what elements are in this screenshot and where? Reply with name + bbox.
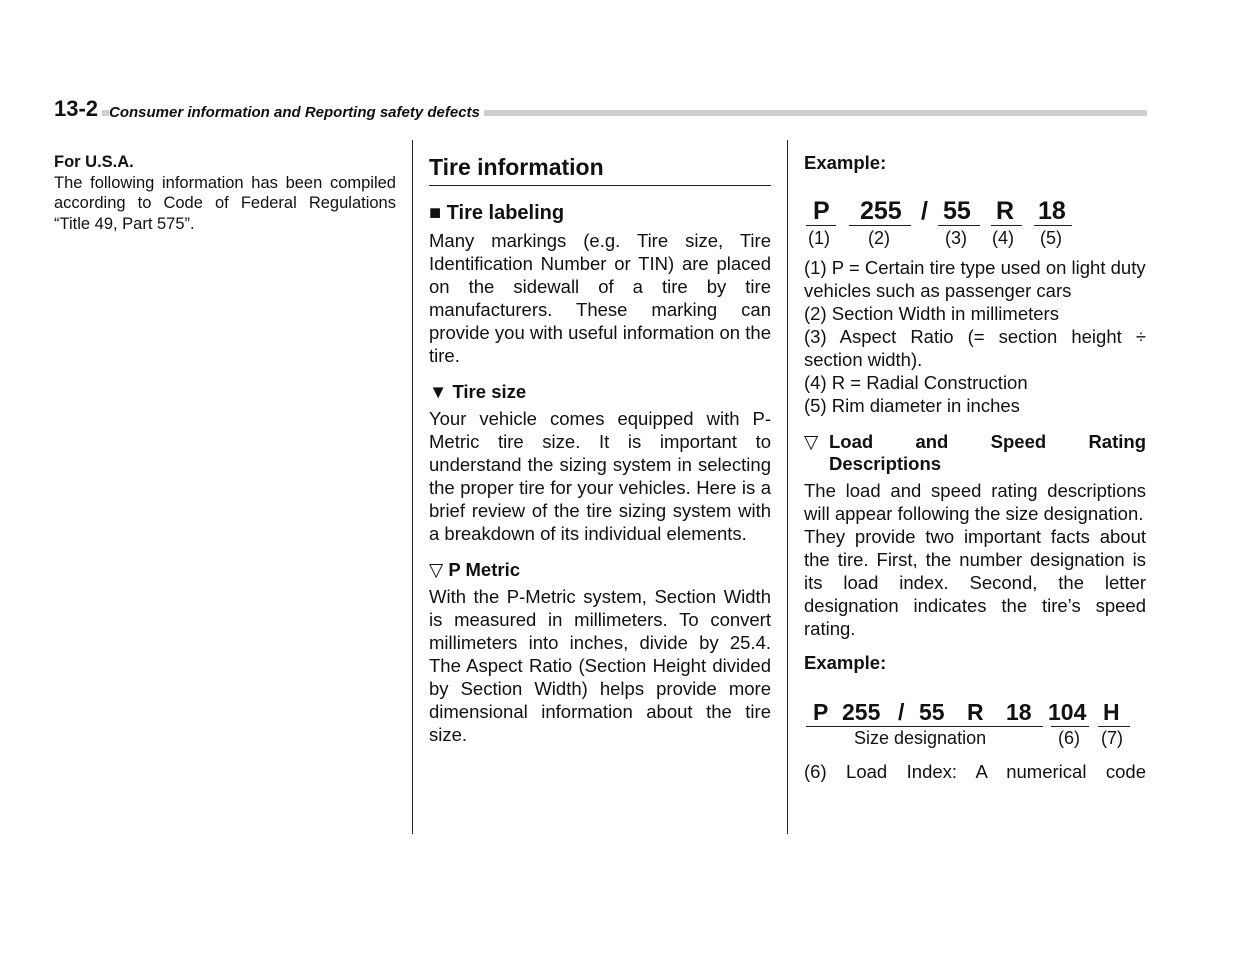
column-1: [54, 152, 396, 234]
section-title: Tire information: [429, 154, 771, 186]
tire-size-heading: [429, 381, 771, 403]
column-2: [429, 152, 771, 746]
page-header: [54, 96, 1147, 122]
underline-5: [1034, 225, 1072, 226]
tire2-part-ratio: 55: [919, 699, 945, 725]
hollow-triangle-icon: ▽: [429, 559, 444, 580]
tire-part-rim: 18: [1038, 197, 1066, 225]
tire-part-width: 255: [860, 197, 902, 225]
size-designation-label: Size designation: [854, 728, 987, 748]
load-speed-example: [804, 698, 1146, 762]
tire2-part-load-index: 104: [1048, 699, 1087, 725]
callout-3: (3): [945, 228, 967, 248]
example-label-2: Example:: [804, 652, 887, 673]
callout-7: (7): [1101, 728, 1123, 748]
tire2-part-slash: /: [898, 699, 905, 725]
tire2-part-type: P: [813, 699, 829, 725]
callout-6: (6): [1058, 728, 1080, 748]
example-label-1: Example:: [804, 152, 887, 173]
p-metric-title: P Metric: [448, 559, 521, 580]
underline-3: [938, 225, 980, 226]
tire-part-type: P: [813, 197, 830, 225]
legend-item-3: (3) Aspect Ratio (= section height ÷ section width).: [804, 326, 1146, 370]
legend-item-4: (4) R = Radial Construction: [804, 372, 1028, 393]
underline-1: [806, 225, 836, 226]
legend-item-1: (1) P = Certain tire type used on light duty vehicles such as passenger cars: [804, 257, 1146, 301]
tire-part-slash: /: [921, 197, 928, 225]
p-metric-heading: [429, 559, 771, 581]
legend-item-5: (5) Rim diameter in inches: [804, 395, 1020, 416]
p-metric-text: With the P-Metric system, Section Width is measured in millimeters. To convert millimeters into inches, divide by 25.4. The Aspect Ratio (Section Height divided by Section Width) helps provide more dimensional information about the tire size.: [429, 586, 771, 745]
usa-heading: For U.S.A.: [54, 153, 134, 171]
tire-labeling-heading: [429, 202, 771, 225]
tire-labeling-text: Many markings (e.g. Tire size, Tire Identification Number or TIN) are placed on the sidewall of a tire by tire manufacturers. These marking can provide you with useful information on the tire.: [429, 230, 771, 366]
filled-triangle-icon: ▼: [429, 381, 448, 402]
hollow-triangle-icon: ▽: [804, 431, 819, 452]
chapter-title: Consumer information and Reporting safety defects: [109, 104, 484, 122]
usa-text: The following information has been compiled according to Code of Federal Regulations “Title 49, Part 575”.: [54, 173, 396, 233]
column-3: [804, 152, 1146, 783]
load-speed-title: Load and Speed Rating Descriptions: [829, 431, 1146, 474]
column-divider-2: [787, 140, 788, 834]
tire-labeling-title: Tire labeling: [446, 202, 565, 224]
page-number: 13-2: [54, 96, 102, 122]
column-divider-1: [412, 140, 413, 834]
callout-2: (2): [868, 228, 890, 248]
load-speed-heading: [804, 431, 1146, 475]
tire2-part-width: 255: [842, 699, 881, 725]
tire2-part-rim: 18: [1006, 699, 1032, 725]
tire-size-title: Tire size: [452, 381, 527, 402]
legend-item-2: (2) Section Width in millimeters: [804, 303, 1059, 324]
tire-size-legend: [804, 256, 1146, 417]
underline-2: [849, 225, 911, 226]
underline-4: [991, 225, 1022, 226]
load-speed-text-2: They provide two important facts about the tire. First, the number designation is its load index. Second, the letter designation indicates the tire’s speed rating.: [804, 526, 1146, 639]
tire2-part-speed-rating: H: [1103, 699, 1120, 725]
load-speed-text-1: The load and speed rating descriptions will appear following the size designation.: [804, 480, 1146, 524]
callout-5: (5): [1040, 228, 1062, 248]
tire-part-ratio: 55: [943, 197, 971, 225]
callout-4: (4): [992, 228, 1014, 248]
callout-1: (1): [808, 228, 830, 248]
legend-item-6: (6) Load Index: A numerical code: [804, 761, 1146, 782]
tire-size-example: [804, 196, 1146, 260]
tire-part-construction: R: [996, 197, 1015, 225]
tire-size-text: Your vehicle comes equipped with P-Metric tire size. It is important to understand the sizing system in selecting the proper tire for your vehicles. Here is a brief review of the tire sizing system with a breakdown of its individual elements.: [429, 408, 771, 544]
square-bullet-icon: ■: [429, 202, 442, 224]
tire2-part-construction: R: [967, 699, 984, 725]
